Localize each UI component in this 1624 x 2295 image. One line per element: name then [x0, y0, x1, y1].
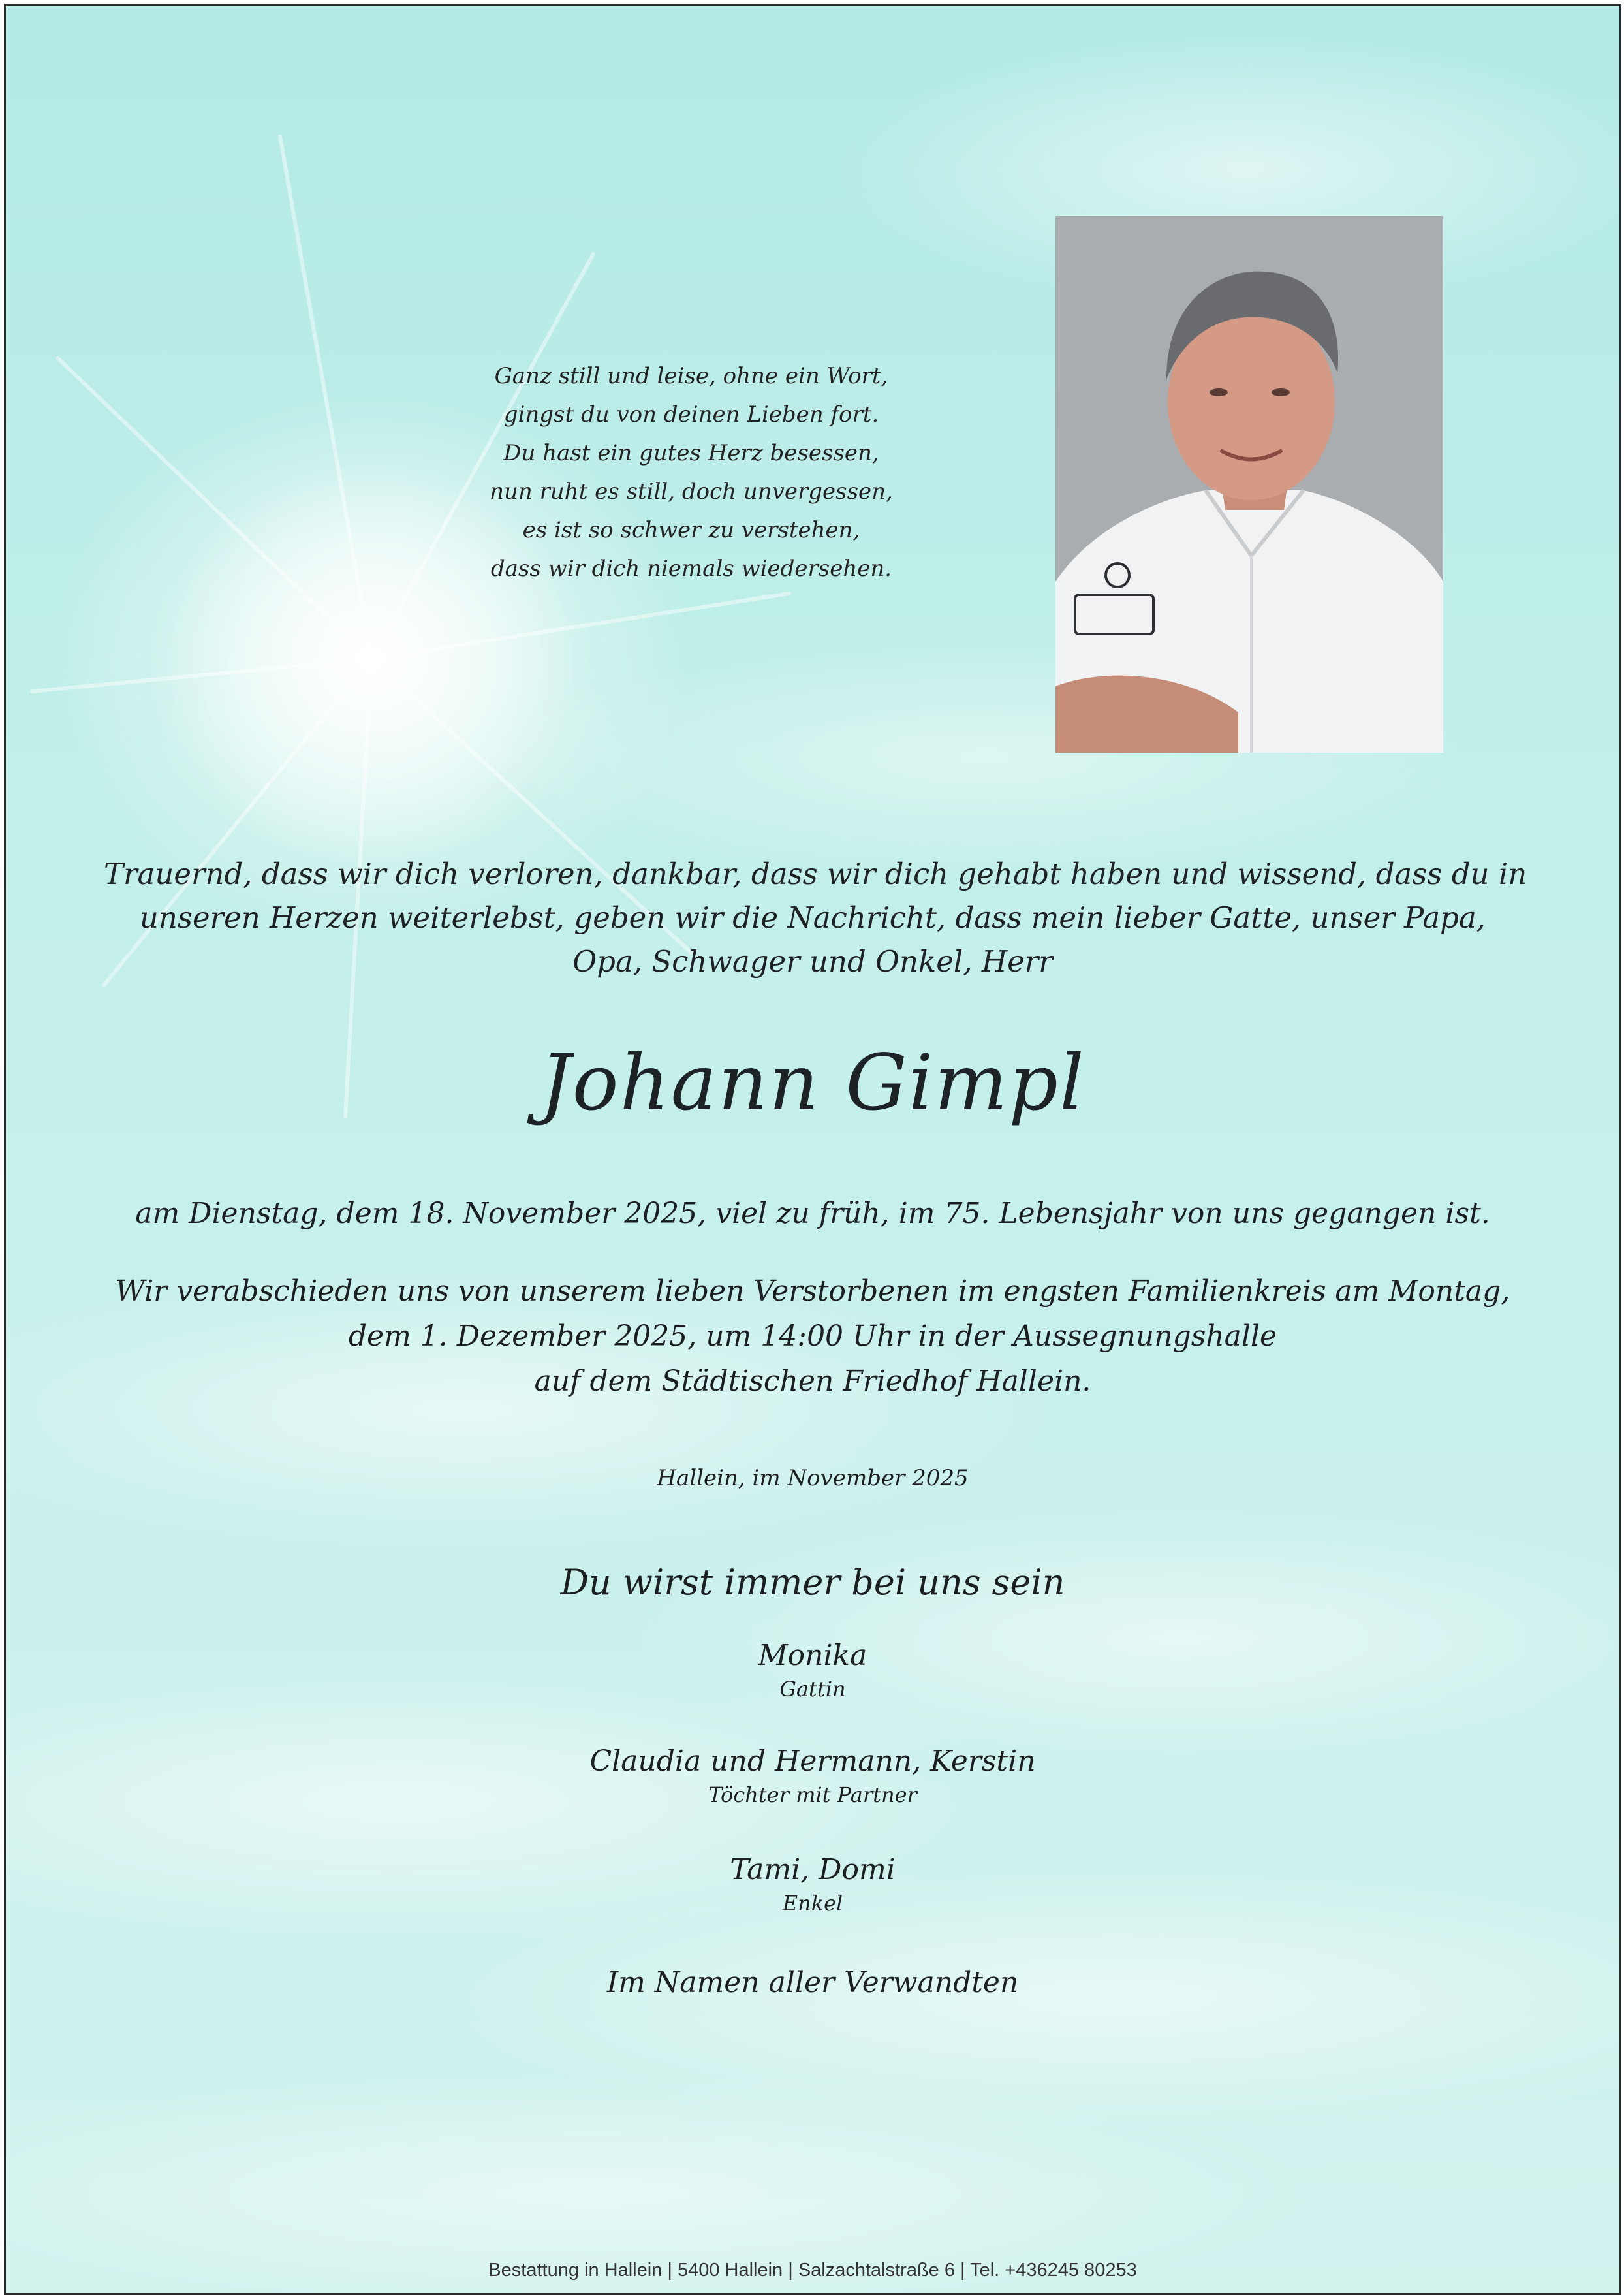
farewell-line: auf dem Städtischen Friedhof Hallein. [534, 1365, 1091, 1398]
motto: Du wirst immer bei uns sein [560, 1562, 1065, 1603]
poem-line: Du hast ein gutes Herz besessen, [503, 440, 879, 466]
intro-line: Trauernd, dass wir dich verloren, dankbar, dass wir dich gehabt haben und wissend, dass du in [104, 857, 1527, 891]
closing-line: Im Namen aller Verwandten [606, 1966, 1019, 1999]
poem-line: es ist so schwer zu verstehen, [522, 517, 860, 543]
death-notice: am Dienstag, dem 18. November 2025, viel zu früh, im 75. Lebensjahr von uns gegangen ist. [135, 1197, 1490, 1230]
obituary-page [4, 4, 1621, 2295]
place-date: Hallein, im November 2025 [657, 1465, 969, 1491]
portrait-photo [1055, 216, 1443, 753]
poem-line: Ganz still und leise, ohne ein Wort, [494, 363, 888, 389]
poem-line: dass wir dich niemals wiedersehen. [490, 556, 892, 582]
farewell-line: Wir verabschieden uns von unserem lieben Verstorbenen im engsten Familienkreis am Montag, [115, 1274, 1510, 1308]
deceased-name: Johann Gimpl [540, 1037, 1085, 1128]
mourner-relation: Töchter mit Partner [708, 1782, 917, 1807]
poem [398, 357, 985, 588]
mourner-names: Monika [758, 1639, 867, 1672]
mourner-group [6, 1637, 1619, 1703]
mourner-names: Tami, Domi [730, 1853, 896, 1886]
poem-line: nun ruht es still, doch unvergessen, [490, 479, 893, 505]
intro-line: Opa, Schwager und Onkel, Herr [572, 944, 1053, 979]
intro-line: unseren Herzen weiterlebst, geben wir die Nachricht, dass mein lieber Gatte, unser Papa, [139, 900, 1486, 935]
mourner-group [6, 1743, 1619, 1809]
footer-contact: Bestattung in Hallein | 5400 Hallein | Salzachtalstraße 6 | Tel. +436245 80253 [488, 2260, 1137, 2281]
mourner-group [6, 1851, 1619, 1918]
farewell-text [6, 1269, 1619, 1404]
farewell-line: dem 1. Dezember 2025, um 14:00 Uhr in der Aussegnungshalle [348, 1320, 1277, 1353]
mourner-names: Claudia und Hermann, Kerstin [589, 1745, 1036, 1778]
mourner-relation: Enkel [782, 1891, 843, 1916]
poem-line: gingst du von deinen Lieben fort. [503, 402, 879, 428]
mourner-relation: Gattin [779, 1677, 846, 1701]
intro-text [104, 852, 1527, 983]
